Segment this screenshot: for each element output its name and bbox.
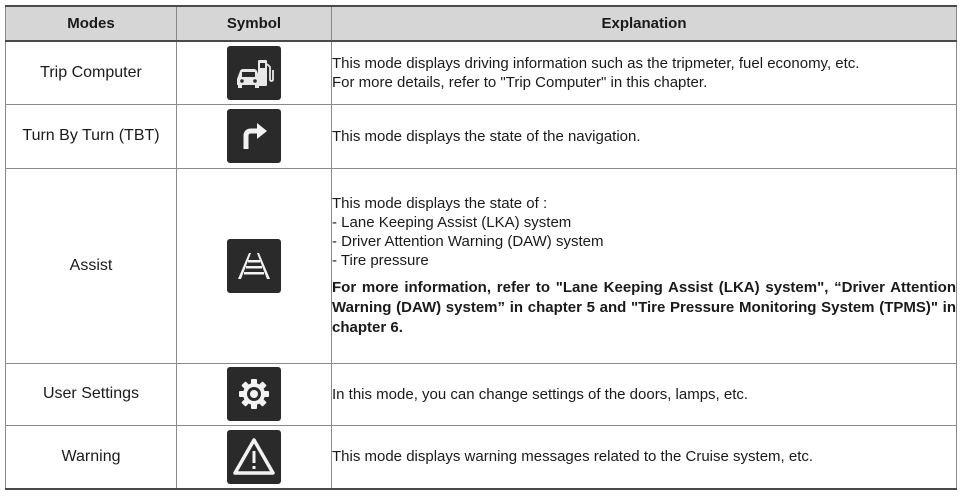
gear-icon — [227, 367, 281, 421]
explanation-line: - Lane Keeping Assist (LKA) system — [332, 213, 572, 231]
table-row-trip-computer — [6, 41, 957, 104]
header-modes: Modes — [6, 6, 177, 41]
explanation-line: This mode displays driving information such as the tripmeter, fuel economy, etc. — [332, 54, 860, 72]
mode-name: User Settings — [6, 363, 177, 425]
lane-assist-icon — [227, 239, 281, 293]
mode-name: Trip Computer — [6, 41, 177, 104]
explanation-line: For more details, refer to "Trip Computer" in this chapter. — [332, 73, 708, 91]
more-information-note: For more information, refer to "Lane Keeping Assist (LKA) system", “Driver Attention Warning (DAW) system” in chapter 5 and "Tire Pressure Monitoring System (TPMS)" in chapter 6. — [332, 278, 956, 336]
mode-name: Turn By Turn (TBT) — [6, 104, 177, 168]
mode-name: Assist — [6, 168, 177, 363]
table-row-warning — [6, 425, 957, 489]
explanation-line: This mode displays the state of : — [332, 194, 548, 212]
header-symbol: Symbol — [177, 6, 332, 41]
explanation-line: - Tire pressure — [332, 251, 429, 269]
explanation-line: - Driver Attention Warning (DAW) system — [332, 232, 604, 250]
mode-name: Warning — [6, 425, 177, 489]
header-row — [6, 6, 957, 41]
explanation-line: This mode displays the state of the navigation. — [332, 127, 641, 145]
turn-right-arrow-icon — [227, 109, 281, 163]
modes-table — [5, 5, 957, 490]
trip-computer-icon — [227, 46, 281, 100]
table-row-turn-by-turn — [6, 104, 957, 168]
explanation-line: This mode displays warning messages related to the Cruise system, etc. — [332, 448, 814, 466]
warning-triangle-icon — [227, 430, 281, 484]
header-explanation: Explanation — [332, 6, 957, 41]
explanation-line: In this mode, you can change settings of the doors, lamps, etc. — [332, 385, 749, 403]
table-row-user-settings — [6, 363, 957, 425]
table-row-assist — [6, 168, 957, 363]
